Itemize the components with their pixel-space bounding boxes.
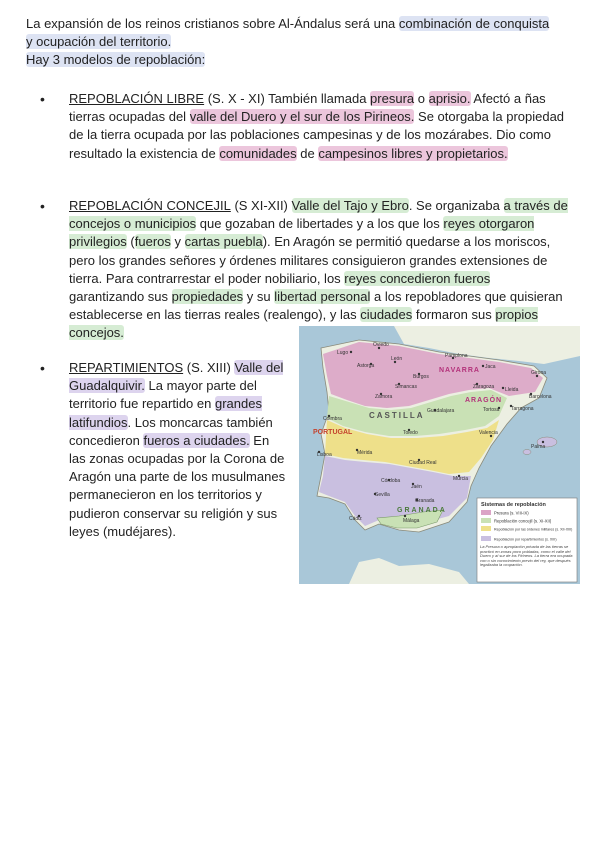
highlight-fueros: fueros: [134, 234, 171, 250]
city-tortosa: Tortosa: [483, 407, 500, 413]
section-repoblacion-concejil: REPOBLACIÓN CONCEJIL (S XI-XII) Valle del Tajo y Ebro. Se organizaba a través de concejos o municipios que gozaban de libertades y a los que los reyes otorgaron privilegios (fueros y cartas puebla). En Aragón se permitió quedarse a los moriscos, pero los grandes señores y órdenes militares consiguieron grandes extensiones de tierra. Para contrarrestar el poder nobiliario, los reyes concedieron fueros garantizando sus propiedades y su libertad personal a los repobladores que quisieran establecerse en las tierras reales (realengo), y las ciudades formaron sus propios concejos.: [69, 198, 568, 341]
city-lisboa: Lisboa: [317, 452, 332, 458]
legend-repartimientos: Repoblación por repartimientos (s. XIII): [494, 537, 557, 542]
legend-swatch-repartimientos: [481, 536, 491, 541]
city-girona: Girona: [531, 370, 547, 376]
city-ciudad-real: Ciudad Real: [409, 460, 437, 466]
highlight-concejos: a través de concejos o municipios: [69, 198, 568, 232]
city-zamora: Zamora: [375, 394, 393, 400]
city-leon: León: [391, 356, 403, 362]
legend-swatch-presura: [481, 510, 491, 515]
section-title-repartimientos: REPARTIMIENTOS: [69, 360, 184, 375]
highlight-latifundios: grandes latifundios: [69, 396, 262, 430]
city-simancas: Simancas: [395, 384, 417, 390]
highlight-reyes-fueros: reyes concedieron fueros: [344, 270, 491, 286]
legend-note-wrap: [480, 545, 575, 581]
city-barcelona: Barcelona: [529, 394, 552, 400]
highlight-valle-guadalquivir: Valle del Guadalquivir.: [69, 360, 284, 394]
highlight-valle-tajo: Valle del Tajo y Ebro: [291, 198, 409, 213]
city-jaen: Jaén: [411, 484, 422, 490]
bullet-marker: •: [40, 198, 45, 214]
legend-swatch-ordenes: [481, 526, 491, 531]
intro-paragraph: [26, 15, 576, 69]
city-lleida: Lleida: [505, 387, 519, 393]
section-title-libre: REPOBLACIÓN LIBRE: [69, 91, 205, 106]
repoblacion-map: [299, 326, 580, 584]
city-valencia: Valencia: [479, 430, 498, 436]
bullet-marker: •: [40, 91, 45, 107]
intro-line-2: [26, 33, 576, 51]
label-castilla: CASTILLA: [369, 411, 425, 420]
intro-line-3: [26, 51, 576, 69]
city-murcia: Murcia: [453, 476, 469, 482]
city-cadiz: Cádiz: [349, 516, 362, 522]
city-zaragoza: Zaragoza: [473, 384, 495, 390]
intro-text: La expansión de los reinos cristianos sobre Al-Ándalus será una: [26, 16, 399, 31]
bullet-marker: •: [40, 360, 45, 376]
city-toledo: Toledo: [403, 430, 418, 436]
intro-line-1: [26, 15, 576, 33]
city-palma: Palma: [531, 444, 546, 450]
highlight-fueros-ciudades: fueros a ciudades.: [143, 432, 250, 448]
highlight-ocupacion: y ocupación del territorio.: [26, 34, 172, 49]
city-pamplona: Pamplona: [445, 353, 468, 359]
legend-title: Sistemas de repoblación: [481, 502, 546, 508]
legend-swatch-concejil: [481, 518, 491, 523]
city-burgos: Burgos: [413, 374, 429, 380]
highlight-propiedades: propiedades: [171, 289, 244, 305]
city-malaga: Málaga: [403, 518, 420, 524]
highlight-ciudades: ciudades: [360, 307, 413, 323]
map-svg: [299, 326, 580, 584]
city-astorga: Astorga: [357, 363, 375, 369]
highlight-reyes-privilegios: reyes otorgaron privilegios: [69, 216, 535, 250]
section-repoblacion-libre: REPOBLACIÓN LIBRE (S. X - XI) También llamada presura o aprisio. Afectó a ñas tierras ocupadas del valle del Duero y el sur de los Pirineos. Se otorgaba la propiedad de la tierra ocupada por las poblaciones campesinas y de los mozárabes. Dio como resultado la existencia de comunidades de campesinos libres y propietarios.: [69, 91, 565, 161]
legend-ordenes: Repoblación por las órdenes militares (s. XII-XIII): [494, 527, 573, 532]
label-navarra: NAVARRA: [439, 367, 480, 374]
highlight-combinacion: combinación de conquista: [398, 16, 550, 31]
label-granada-kingdom: GRANADA: [397, 507, 447, 514]
highlight-cartas-puebla: cartas puebla: [184, 234, 263, 250]
highlight-comunidades: comunidades: [219, 145, 297, 161]
city-oviedo: Oviedo: [373, 342, 389, 348]
ibiza-island: [523, 450, 531, 455]
legend-presura: Presura (s. VIII-IX): [494, 510, 529, 516]
city-jaca: Jaca: [485, 364, 496, 370]
city-sevilla: Sevilla: [375, 492, 390, 498]
highlight-hay3: Hay 3 modelos de repoblación:: [26, 52, 206, 67]
city-coimbra: Coimbra: [323, 416, 342, 422]
city-merida: Mérida: [357, 450, 373, 456]
city-cordoba: Córdoba: [381, 478, 401, 484]
legend-concejil: Repoblación concejil (s. XI-XII): [494, 518, 552, 524]
city-guadalajara: Guadalajara: [427, 408, 455, 414]
city-granada: Granada: [415, 498, 435, 504]
city-lugo: Lugo: [337, 350, 349, 356]
city-tarragona: Tarragona: [511, 406, 534, 412]
highlight-valle-duero: valle del Duero y el sur de los Pirineos.: [189, 109, 415, 125]
label-aragon: ARAGÓN: [465, 397, 503, 404]
legend-note: La Presura o apropiación privada de las tierras se practicó en zonas poco pobladas, como el valle del Duero y al sur de los Pirineos. La tierra era ocupada con o sin conocimiento previo del rey, que después legalizaba la ocupación.: [480, 545, 573, 568]
section-title-concejil: REPOBLACIÓN CONCEJIL: [69, 198, 231, 213]
highlight-libertad: libertad personal: [274, 289, 371, 305]
highlight-aprisio: aprisio.: [428, 91, 471, 106]
highlight-campesinos: campesinos libres y propietarios.: [318, 145, 508, 161]
label-portugal: PORTUGAL: [313, 429, 353, 436]
highlight-presura: presura: [370, 91, 415, 106]
highlight-propios-concejos: propios concejos.: [69, 307, 538, 341]
section-repartimientos: REPARTIMIENTOS (S. XIII) Valle del Guadalquivir. La mayor parte del territorio fue repartido en grandes latifundios. Los moncarcas también concedieron fueros a ciudades. En las zonas ocupadas por la Corona de Aragón una parte de los musulmanes permanecieron en los territorios y pudieron conservar su religión y sus leyes (mudéjares).: [69, 360, 286, 539]
